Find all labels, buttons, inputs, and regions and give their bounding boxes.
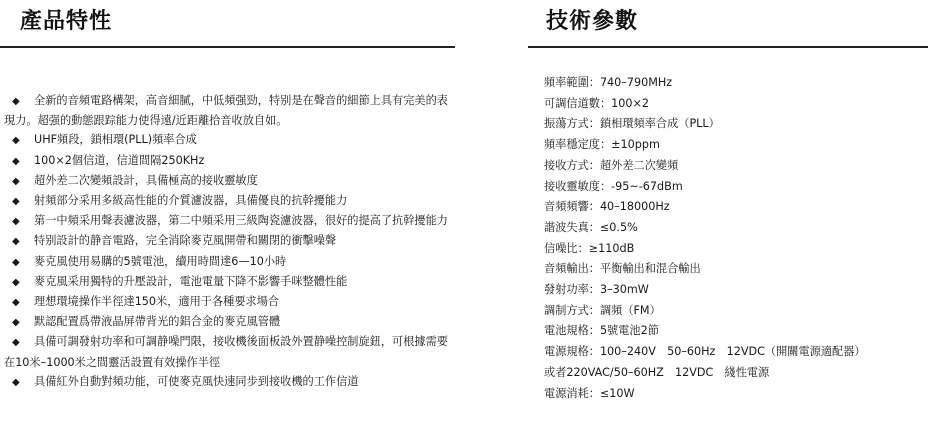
spec-item: 諧波失真：≤0.5% — [544, 220, 638, 234]
diamond-bullet-icon: ◆ — [12, 317, 20, 329]
feature-text: 麥克風使用易購的5號電池，續用時間達6—10小時 — [34, 254, 287, 268]
features-heading: 產品特性 — [20, 9, 113, 34]
spec-item: 振蕩方式：鎖相環頻率合成（PLL） — [544, 117, 720, 131]
diamond-bullet-icon: ◆ — [12, 96, 20, 107]
feature-text: 麥克風采用獨特的升壓設計，電池電量下降不影響手咪整體性能 — [34, 274, 348, 288]
diamond-bullet-icon: ◆ — [12, 135, 20, 147]
feature-text: 100×2個信道，信道間隔250KHz — [34, 153, 205, 167]
spec-item: 音頻輸出：平衡輸出和混合輸出 — [544, 262, 701, 276]
spec-item: 頻率範圍：740–790MHz — [544, 76, 673, 89]
spec-item: 可調信道數：100×2 — [544, 96, 649, 110]
feature-item — [4, 211, 459, 231]
feature-item — [4, 292, 459, 312]
diamond-bullet-icon: ◆ — [12, 276, 20, 288]
feature-item — [4, 231, 459, 251]
feature-item — [4, 252, 459, 272]
feature-text: 第一中頻采用聲表濾波器，第二中頻采用三級陶瓷濾波器，很好的提高了抗幹擾能力 — [34, 214, 448, 228]
feature-text: 具備紅外自動對頻功能，可使麥克風快速同步到接收機的工作信道 — [34, 374, 359, 388]
feature-item — [4, 372, 459, 392]
diamond-bullet-icon: ◆ — [12, 376, 20, 388]
feature-text: 理想環境操作半徑達150米，適用于各種要求場合 — [34, 295, 280, 309]
feature-text: 全新的音頻電路構架，高音細膩，中低頻强勁，特别是在聲音的細節上具有完美的表現力。超强的動態跟踪能力使得遠/近距離拾音收放自如。 — [4, 94, 448, 128]
spec-item: 音頻頻響：40–18000Hz — [544, 200, 670, 214]
feature-item — [4, 332, 459, 371]
feature-list — [4, 91, 459, 392]
diamond-bullet-icon: ◆ — [12, 337, 20, 349]
feature-text: 具備可調發射功率和可調静噪門限，接收機後面板設外置静噪控制旋鈕，可根據需要在10米–1000米之間靈活設置有效操作半徑 — [4, 335, 448, 369]
spec-item: 電源消耗：≤10W — [544, 386, 635, 400]
spec-item: 或者220VAC/50–60HZ 12VDC 綫性電源 — [544, 365, 770, 379]
diamond-bullet-icon: ◆ — [12, 175, 20, 187]
feature-item — [4, 312, 459, 332]
spec-item: 頻率穩定度：±10ppm — [544, 138, 660, 152]
diamond-bullet-icon: ◆ — [12, 236, 20, 248]
feature-text: UHF頻段，鎖相環(PLL)頻率合成 — [34, 133, 197, 147]
spec-item: 調制方式：調頻（FM） — [544, 303, 661, 317]
feature-text: 默認配置爲帶液晶屏帶背光的鋁合金的麥克風管體 — [34, 315, 281, 329]
diamond-bullet-icon: ◆ — [12, 256, 20, 268]
spec-list — [544, 73, 924, 404]
spec-item: 信噪比：≥110dB — [544, 241, 635, 255]
feature-text: 超外差二次變頻設計，具備極高的接收靈敏度 — [34, 173, 258, 187]
feature-item — [4, 151, 459, 171]
spec-item: 發射功率：3–30mW — [544, 283, 649, 297]
spec-item: 接收靈敏度：-95~-67dBm — [544, 179, 683, 193]
specs-heading: 技術參數 — [546, 9, 639, 34]
feature-text: 特别設計的静音電路，完全消除麥克風開帶和關閉的衝擊噪聲 — [34, 234, 337, 248]
feature-item — [4, 191, 459, 211]
spec-item: 接收方式：超外差二次變頻 — [544, 158, 679, 172]
specs-divider — [528, 46, 928, 48]
diamond-bullet-icon: ◆ — [12, 155, 20, 167]
feature-item — [4, 171, 459, 191]
feature-text: 射頻部分采用多級高性能的介質濾波器，具備優良的抗幹擾能力 — [34, 194, 348, 208]
features-divider — [0, 46, 455, 48]
spec-item: 電池規格：5號電池2節 — [544, 324, 659, 338]
spec-item: 電源規格：100–240V 50–60Hz 12VDC（開關電源適配器） — [544, 345, 866, 359]
feature-item — [4, 130, 459, 150]
diamond-bullet-icon: ◆ — [12, 297, 20, 309]
feature-item — [4, 91, 459, 130]
diamond-bullet-icon: ◆ — [12, 196, 20, 208]
diamond-bullet-icon: ◆ — [12, 216, 20, 228]
feature-item — [4, 272, 459, 292]
